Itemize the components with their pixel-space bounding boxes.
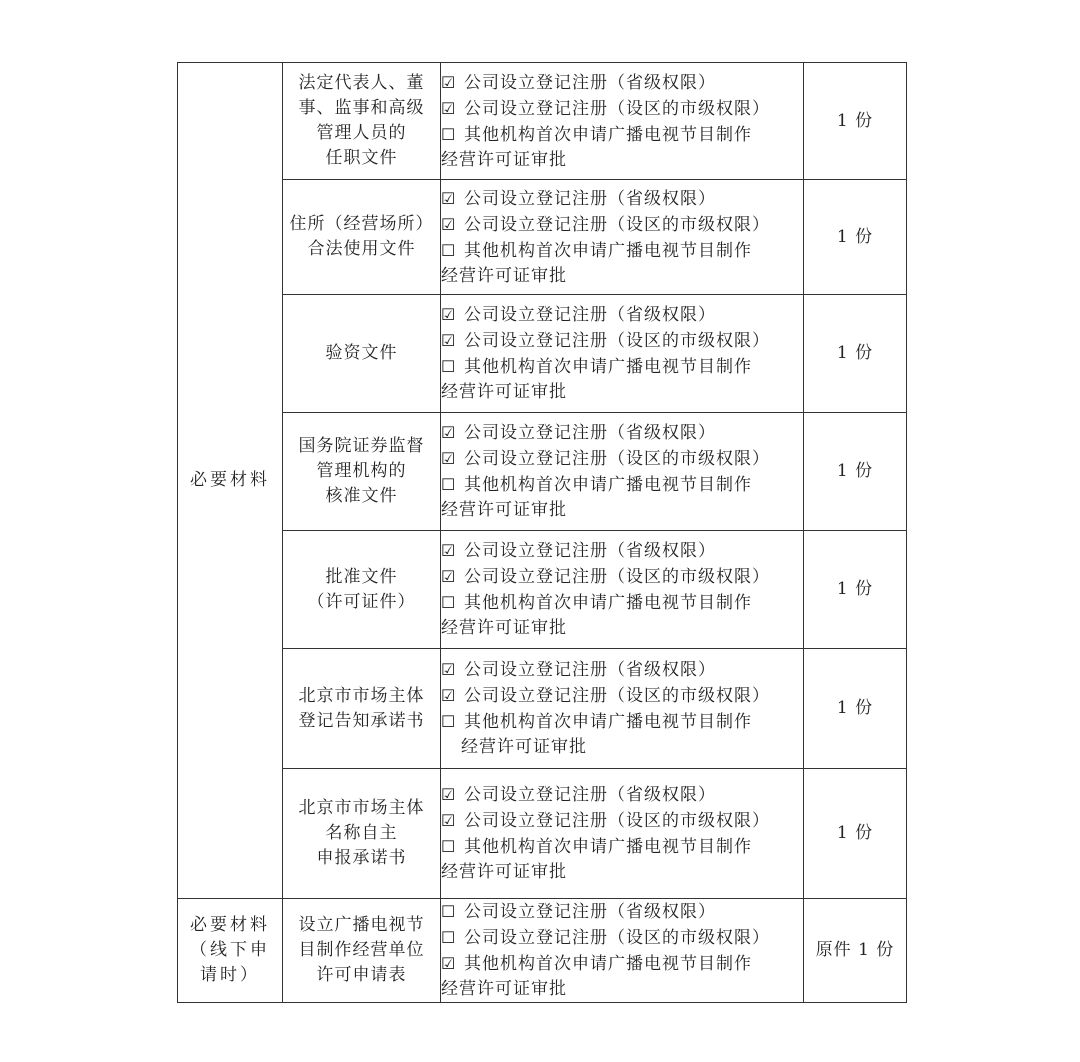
option-label: 公司设立登记注册（设区的市级权限） (464, 928, 770, 948)
category-line: （线下申 (190, 940, 270, 960)
table-row (178, 180, 907, 295)
checkbox-option (441, 683, 803, 709)
option-label: 公司设立登记注册（设区的市级权限） (464, 331, 770, 351)
unchecked-box-icon: ☐ (441, 928, 457, 947)
unchecked-box-icon: ☐ (441, 837, 457, 856)
materials-table (177, 62, 907, 1003)
table-row (178, 63, 907, 180)
material-options (441, 649, 804, 769)
option-label-continued: 经营许可证审批 (441, 979, 567, 999)
option-label: 其他机构首次申请广播电视节目制作 (464, 240, 752, 261)
material-name-line: 验资文件 (325, 343, 398, 363)
material-name-line: 北京市市场主体 (298, 798, 425, 818)
material-options (441, 413, 804, 531)
option-label: 其他机构首次申请广播电视节目制作 (464, 837, 752, 857)
unchecked-box-icon: ☐ (441, 902, 457, 921)
category-line: 必要材料 (190, 915, 270, 935)
material-name (283, 295, 441, 413)
checked-box-icon: ☑ (441, 785, 457, 804)
material-name-line: 登记告知承诺书 (298, 710, 425, 731)
material-name-line: 法定代表人、董 (298, 73, 425, 93)
checked-box-icon: ☑ (441, 449, 457, 468)
checked-box-icon: ☑ (441, 214, 457, 234)
table-row (178, 649, 907, 769)
checkbox-option (441, 782, 803, 808)
option-label: 公司设立登记注册（省级权限） (464, 72, 716, 93)
material-quantity: 1 份 (804, 531, 907, 649)
option-label: 其他机构首次申请广播电视节目制作 (464, 954, 752, 974)
checkbox-option (441, 354, 803, 380)
material-name-line: 核准文件 (325, 486, 398, 506)
material-quantity: 1 份 (804, 295, 907, 413)
option-label: 公司设立登记注册（设区的市级权限） (464, 214, 770, 235)
checkbox-option (441, 538, 803, 564)
material-name (283, 899, 441, 1003)
table-row (178, 413, 907, 531)
option-label: 公司设立登记注册（省级权限） (464, 660, 716, 680)
category-required-offline (178, 899, 283, 1003)
material-name-line: 任职文件 (325, 148, 398, 168)
option-label-continued: 经营许可证审批 (441, 265, 567, 286)
checked-box-icon: ☑ (441, 423, 457, 442)
material-name-line: （许可证件） (307, 591, 416, 612)
checked-box-icon: ☑ (441, 305, 457, 324)
material-name-line: 申报承诺书 (316, 848, 407, 868)
option-label-continued: 经营许可证审批 (461, 737, 587, 757)
checkbox-option (441, 951, 803, 977)
material-quantity: 1 份 (804, 413, 907, 531)
unchecked-box-icon: ☐ (441, 475, 457, 494)
checked-box-icon: ☑ (441, 686, 457, 705)
material-name-line: 许可申请表 (316, 965, 407, 985)
option-label-continued: 经营许可证审批 (441, 618, 567, 638)
checkbox-option (441, 590, 803, 616)
checkbox-option (441, 302, 803, 328)
option-label: 公司设立登记注册（设区的市级权限） (464, 98, 770, 119)
checkbox-option (441, 657, 803, 683)
checkbox-option (441, 808, 803, 834)
checked-box-icon: ☑ (441, 660, 457, 679)
checkbox-option (441, 328, 803, 354)
material-options (441, 295, 804, 413)
checkbox-option (441, 834, 803, 860)
option-label: 公司设立登记注册（省级权限） (464, 305, 716, 325)
checkbox-option (441, 925, 803, 951)
table-row (178, 531, 907, 649)
material-name-line: 目制作经营单位 (298, 940, 425, 960)
unchecked-box-icon: ☐ (441, 124, 457, 144)
material-options (441, 180, 804, 295)
material-name (283, 413, 441, 531)
option-label: 公司设立登记注册（设区的市级权限） (464, 811, 770, 831)
material-name-line: 批准文件 (325, 566, 398, 587)
option-label: 公司设立登记注册（省级权限） (464, 188, 716, 209)
category-required: 必要材料 (178, 63, 283, 899)
category-line: 请时） (200, 965, 260, 985)
material-name-line: 合法使用文件 (307, 239, 416, 259)
checked-box-icon: ☑ (441, 541, 457, 560)
unchecked-box-icon: ☐ (441, 593, 457, 612)
material-options (441, 63, 804, 180)
checked-box-icon: ☑ (441, 188, 457, 208)
material-name-line: 管理机构的 (316, 461, 407, 481)
unchecked-box-icon: ☐ (441, 712, 457, 731)
option-label: 其他机构首次申请广播电视节目制作 (464, 712, 752, 732)
checkbox-option (441, 420, 803, 446)
checkbox-option (441, 446, 803, 472)
option-label: 公司设立登记注册（设区的市级权限） (464, 567, 770, 587)
material-name-line: 设立广播电视节 (298, 915, 425, 935)
material-quantity: 原件 1 份 (804, 899, 907, 1003)
material-name (283, 63, 441, 180)
option-label-continued: 经营许可证审批 (441, 500, 567, 520)
option-label-continued: 经营许可证审批 (441, 862, 567, 882)
checkbox-option (441, 212, 803, 238)
option-label: 公司设立登记注册（设区的市级权限） (464, 449, 770, 469)
checkbox-option (441, 70, 803, 96)
checkbox-option (441, 899, 803, 925)
checkbox-option (441, 238, 803, 264)
checkbox-option (441, 96, 803, 122)
option-label: 其他机构首次申请广播电视节目制作 (464, 475, 752, 495)
material-name (283, 649, 441, 769)
material-name (283, 180, 441, 295)
material-name-line: 北京市市场主体 (298, 685, 425, 706)
option-label: 公司设立登记注册（省级权限） (464, 902, 716, 922)
material-name-line: 名称自主 (325, 823, 398, 843)
material-name-line: 住所（经营场所） (289, 214, 434, 234)
checked-box-icon: ☑ (441, 72, 457, 92)
table-row (178, 769, 907, 899)
option-label-continued: 经营许可证审批 (441, 382, 567, 402)
option-label: 其他机构首次申请广播电视节目制作 (464, 124, 752, 145)
checkbox-option (441, 564, 803, 590)
option-label: 其他机构首次申请广播电视节目制作 (464, 357, 752, 377)
material-options (441, 899, 804, 1003)
option-label: 公司设立登记注册（省级权限） (464, 423, 716, 443)
checked-box-icon: ☑ (441, 954, 457, 973)
material-quantity: 1 份 (804, 63, 907, 180)
option-label-continued: 经营许可证审批 (441, 149, 567, 170)
material-quantity: 1 份 (804, 649, 907, 769)
checkbox-option (441, 472, 803, 498)
material-quantity: 1 份 (804, 180, 907, 295)
option-label: 公司设立登记注册（设区的市级权限） (464, 686, 770, 706)
unchecked-box-icon: ☐ (441, 357, 457, 376)
checked-box-icon: ☑ (441, 98, 457, 118)
material-name-line: 国务院证券监督 (298, 436, 425, 456)
unchecked-box-icon: ☐ (441, 240, 457, 260)
material-options (441, 531, 804, 649)
checkbox-option (441, 122, 803, 148)
option-label: 公司设立登记注册（省级权限） (464, 785, 716, 805)
material-options (441, 769, 804, 899)
material-quantity: 1 份 (804, 769, 907, 899)
material-name (283, 769, 441, 899)
checked-box-icon: ☑ (441, 811, 457, 830)
table-row (178, 295, 907, 413)
checked-box-icon: ☑ (441, 567, 457, 586)
option-label: 其他机构首次申请广播电视节目制作 (464, 593, 752, 613)
material-name-line: 事、监事和高级 (298, 98, 425, 118)
checked-box-icon: ☑ (441, 331, 457, 350)
material-name-line: 管理人员的 (316, 123, 407, 143)
option-label: 公司设立登记注册（省级权限） (464, 541, 716, 561)
table-row (178, 899, 907, 1003)
checkbox-option (441, 709, 803, 735)
material-name (283, 531, 441, 649)
checkbox-option (441, 186, 803, 212)
